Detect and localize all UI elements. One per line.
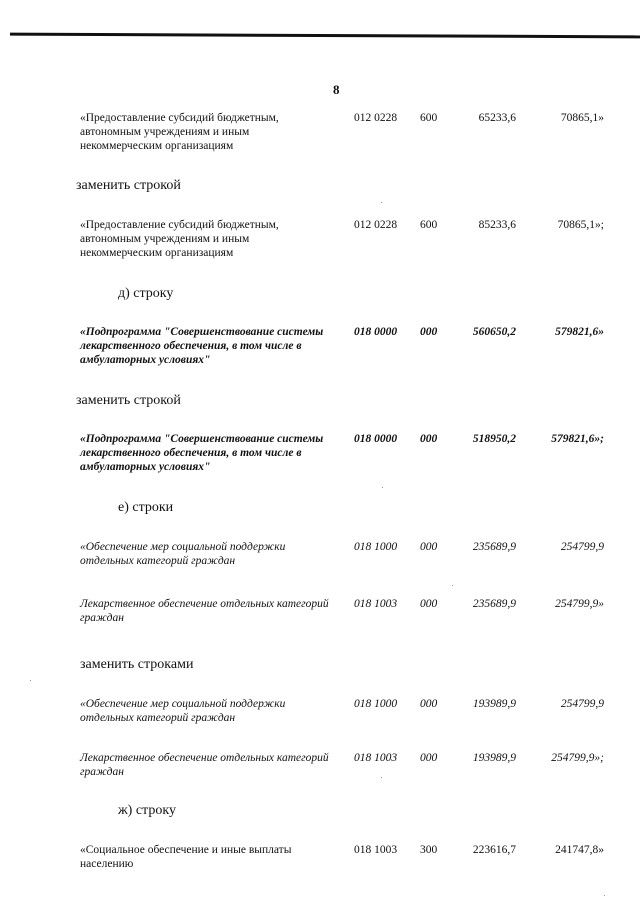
row-type: 600 xyxy=(420,112,438,124)
row-code: 018 1000 xyxy=(354,698,398,710)
row-type: 300 xyxy=(420,844,438,856)
item-d-heading: д) строку xyxy=(118,286,174,301)
row-code: 012 0228 xyxy=(354,219,398,231)
instruction-replace-row: заменить строкой xyxy=(76,393,181,408)
scan-speck xyxy=(604,895,605,896)
row-type: 000 xyxy=(420,598,438,610)
row-value-1: 193989,9 xyxy=(472,752,516,764)
row-code: 018 1003 xyxy=(354,598,398,610)
row-value-1: 235689,9 xyxy=(472,598,516,610)
row-code: 018 1003 xyxy=(354,844,398,856)
row-value-2: 254799,9 xyxy=(560,541,604,553)
row-value-1: 193989,9 xyxy=(472,698,516,710)
row-value-2: 579821,6» xyxy=(555,326,604,338)
item-zh-heading: ж) строку xyxy=(118,803,176,818)
row-value-1: 518950,2 xyxy=(472,433,516,445)
row-name: «Подпрограмма "Совершенствование системы лекарственного обеспечения, в том числе в амбулаторных условиях" xyxy=(80,433,324,473)
row-value-2: 241747,8» xyxy=(555,844,604,856)
row-type: 000 xyxy=(420,752,438,764)
row-type: 000 xyxy=(420,698,438,710)
scan-speck xyxy=(381,202,382,203)
row-value-2: 70865,1» xyxy=(560,112,604,124)
row-value-2: 254799,9»; xyxy=(551,752,604,764)
scan-speck xyxy=(452,585,453,586)
row-type: 000 xyxy=(420,326,438,338)
row-value-1: 560650,2 xyxy=(472,326,516,338)
row-value-2: 579821,6»; xyxy=(551,433,604,445)
row-value-1: 235689,9 xyxy=(472,541,516,553)
row-name: «Обеспечение мер социальной поддержки отдельных категорий граждан xyxy=(80,698,286,724)
instruction-replace-row: заменить строкой xyxy=(76,178,181,193)
row-value-2: 254799,9» xyxy=(555,598,604,610)
scan-speck xyxy=(30,680,31,681)
row-name: «Предоставление субсидий бюджетным, автономным учреждениям и иным некоммерческим организациям xyxy=(80,219,279,259)
row-name: Лекарственное обеспечение отдельных категорий граждан xyxy=(80,752,329,778)
row-name: Лекарственное обеспечение отдельных категорий граждан xyxy=(80,598,329,624)
row-type: 000 xyxy=(420,433,438,445)
row-code: 018 0000 xyxy=(354,433,398,445)
row-value-1: 65233,6 xyxy=(478,112,516,124)
scan-speck xyxy=(381,777,382,778)
item-e-heading: е) строки xyxy=(118,500,174,515)
row-code: 018 0000 xyxy=(354,326,398,338)
instruction-replace-rows: заменить строками xyxy=(80,657,194,672)
scan-speck xyxy=(382,487,383,488)
row-type: 600 xyxy=(420,219,438,231)
row-code: 018 1003 xyxy=(354,752,398,764)
row-value-2: 70865,1»; xyxy=(557,219,604,231)
row-type: 000 xyxy=(420,541,438,553)
row-name: «Подпрограмма "Совершенствование системы лекарственного обеспечения, в том числе в амбулаторных условиях" xyxy=(80,326,324,366)
row-value-1: 223616,7 xyxy=(472,844,516,856)
header-rule xyxy=(10,33,640,39)
row-name: «Обеспечение мер социальной поддержки отдельных категорий граждан xyxy=(80,541,286,567)
page-number: 8 xyxy=(333,82,340,97)
row-name: «Предоставление субсидий бюджетным, автономным учреждениям и иным некоммерческим организациям xyxy=(80,112,279,152)
row-code: 012 0228 xyxy=(354,112,398,124)
row-value-2: 254799,9 xyxy=(560,698,604,710)
row-code: 018 1000 xyxy=(354,541,398,553)
row-name: «Социальное обеспечение и иные выплаты населению xyxy=(80,844,292,870)
row-value-1: 85233,6 xyxy=(478,219,516,231)
